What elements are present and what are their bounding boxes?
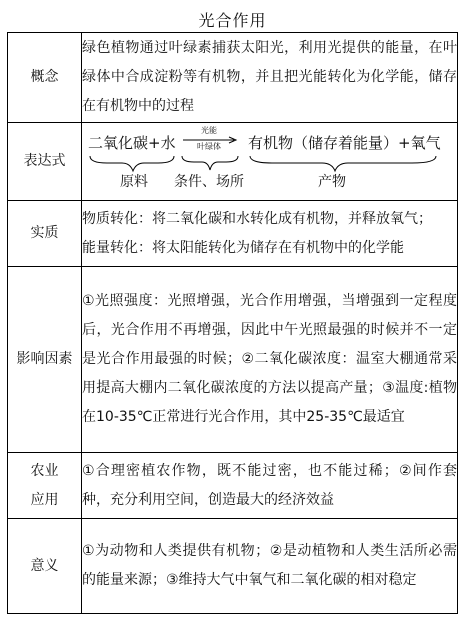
row-content-factors: ①光照强度：光照增强，光合作用增强，当增强到一定程度后，光合作用不再增强，因此中午光照最强的时候并不一定是光合作用最强的时候；②二氧化碳浓度：温室大棚通常采用提高大棚内二氧化碳浓度的方法以提高产量；③温度:植物在10-35℃正常进行光合作用，其中25-35℃最适宜 — [82, 267, 458, 453]
page-title: 光合作用 — [198, 11, 267, 30]
equation-label-conditions: 条件、场所 — [174, 173, 244, 190]
equation-products: 有机物（储存着能量）+氧气 — [248, 133, 441, 152]
table-row-concept — [8, 33, 458, 123]
equation-reactants: 二氧化碳+水 — [88, 133, 176, 152]
row-label-agriculture-line1: 农业 — [30, 462, 59, 479]
equation-condition-light: 光能 — [201, 125, 217, 135]
row-content-meaning: ①为动物和人类提供有机物；②是动植物和人类生活所必需的能量来源；③维持大气中氧气和二氧化碳的相对稳定 — [82, 519, 458, 614]
table-row-agriculture — [8, 453, 458, 519]
table-row-factors — [8, 267, 458, 453]
row-content-formula — [82, 123, 458, 201]
row-label-concept: 概念 — [8, 33, 82, 123]
row-content-concept: 绿色植物通过叶绿素捕获太阳光，利用光提供的能量，在叶绿体中合成淀粉等有机物，并且把光能转化为化学能，储存在有机物中的过程 — [82, 33, 458, 123]
equation-condition-chloroplast: 叶绿体 — [197, 141, 221, 151]
equation-label-raw-materials: 原料 — [120, 173, 148, 190]
equation-label-products: 产物 — [318, 173, 346, 190]
essence-material-line: 物质转化：将二氧化碳和水转化成有机物，并释放氧气； — [82, 210, 432, 227]
table-row-formula — [8, 123, 458, 201]
table-row-meaning — [8, 519, 458, 614]
row-content-agriculture: ①合理密植农作物，既不能过密，也不能过稀；②间作套种，充分利用空间，创造最大的经济效益 — [82, 453, 458, 519]
equation-braces-icon — [82, 155, 448, 173]
row-label-agriculture — [8, 453, 82, 519]
word-equation — [82, 125, 448, 199]
row-label-agriculture-line2: 应用 — [30, 491, 59, 508]
row-label-essence: 实质 — [8, 201, 82, 267]
row-label-meaning: 意义 — [8, 519, 82, 614]
table-row-essence — [8, 201, 458, 267]
essence-energy-line: 能量转化：将太阳能转化为储存在有机物中的化学能 — [82, 239, 404, 256]
row-label-formula: 表达式 — [8, 123, 82, 201]
row-content-essence — [82, 201, 458, 267]
photosynthesis-table — [7, 32, 458, 614]
row-label-factors: 影响因素 — [8, 267, 82, 453]
